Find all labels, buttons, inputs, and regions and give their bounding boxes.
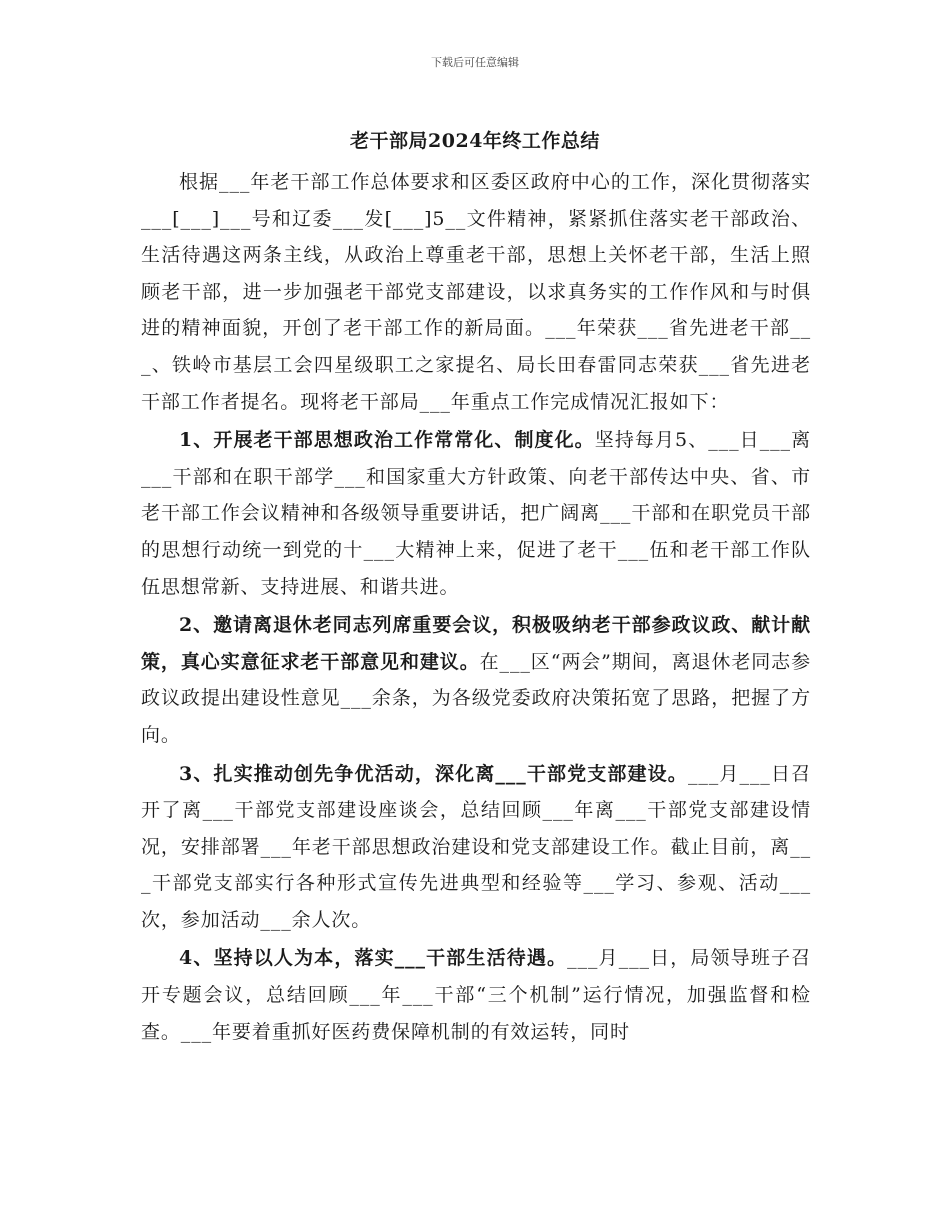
paragraph-text: 在___区“两会”期间，离退休老同志参政议政提出建设性意见___余条，为各级党委政府决策拓宽了思路，把握了方向。 bbox=[141, 650, 811, 746]
paragraph-heading: 3、扎实推动创先争优活动，深化离___干部党支部建设。 bbox=[179, 762, 688, 785]
paragraph-item-2 bbox=[141, 607, 811, 753]
paragraph-text: ___月___日，局领导班子召开专题会议，总结回顾___年___干部“三个机制”运行情况，加强监督和检查。___年要着重抓好医药费保障机制的有效运转，同时 bbox=[141, 947, 811, 1043]
paragraph-text: 坚持每月5、___日___离___干部和在职干部学___和国家重大方针政策、向老干部传达中央、省、市老干部工作会议精神和各级领导重要讲话，把广阔离___干部和在职党员干部的思想行动统一到党的十___大精神上来，促进了老干___伍和老干部工作队伍思想常新、支持进展、和谐共进。 bbox=[141, 429, 811, 598]
paragraph-item-4 bbox=[141, 940, 811, 1050]
paragraph-text: ___月___日召开了离___干部党支部建设座谈会，总结回顾___年离___干部党支部建设情况，安排部署___年老干部思想政治建设和党支部建设工作。截止目前，离___干部党支部实行各种形式宣传先进典型和经验等___学习、参观、活动___次，参加活动___余人次。 bbox=[141, 762, 811, 931]
header-note: 下载后可任意编辑 bbox=[431, 56, 519, 69]
paragraph-item-3 bbox=[141, 756, 811, 939]
document-title: 老干部局2024年终工作总结 bbox=[350, 130, 600, 152]
paragraph-text: 根据___年老干部工作总体要求和区委区政府中心的工作，深化贯彻落实___[___]___号和辽委___发[___]5__文件精神，紧紧抓住落实老干部政治、生活待遇这两条主线，从政治上尊重老干部，思想上关怀老干部，生活上照顾老干部，进一步加强老干部党支部建设，以求真务实的工作作风和与时俱进的精神面貌，开创了老干部工作的新局面。___年荣获___省先进老干部___、铁岭市基层工会四星级职工之家提名、局长田春雷同志荣获___省先进老干部工作者提名。现将老干部局___年重点工作完成情况汇报如下： bbox=[141, 171, 811, 413]
paragraph-heading: 4、坚持以人为本，落实___干部生活待遇。 bbox=[179, 947, 568, 970]
document-body bbox=[141, 164, 811, 1050]
paragraph-intro bbox=[141, 164, 811, 420]
paragraph-heading: 2、邀请离退休老同志列席重要会议，积极吸纳老干部参政议政、献计献策，真心实意征求老干部意见和建议。 bbox=[141, 614, 811, 673]
paragraph-heading: 1、开展老干部思想政治工作常常化、制度化。 bbox=[179, 429, 595, 452]
paragraph-item-1 bbox=[141, 422, 811, 605]
